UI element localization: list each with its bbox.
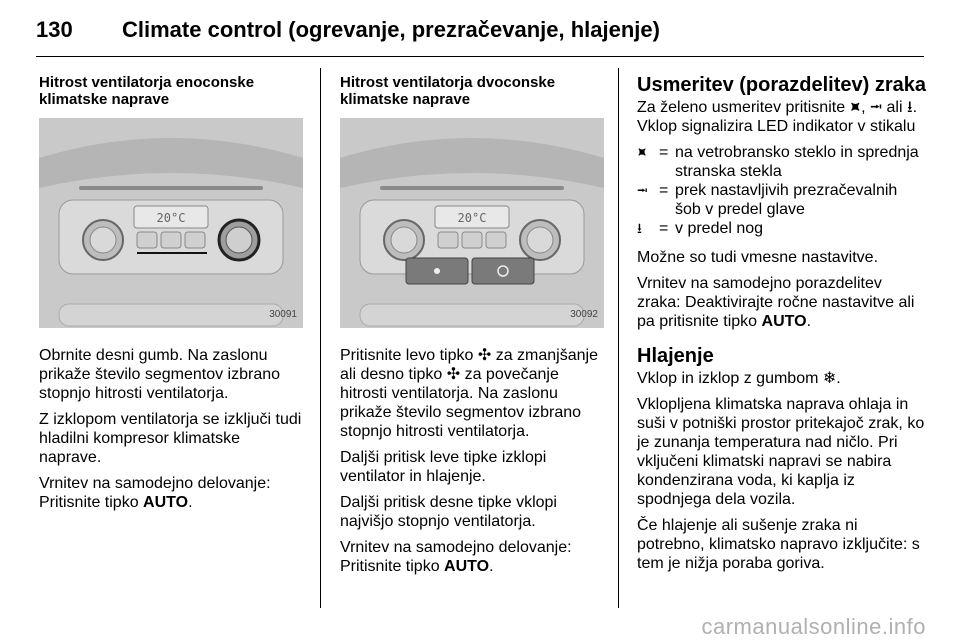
figure-display: 20°C [156, 211, 186, 225]
paragraph: Daljši pritisk leve tipke izklopi ventilator in hlajenje. [340, 449, 547, 485]
auto-key-label: AUTO [143, 494, 189, 511]
footwell-icon: ⭳ [637, 220, 642, 236]
figure-number: 30091 [269, 309, 297, 320]
column-air-distribution [637, 74, 927, 580]
text: Vrnitev na samodejno porazdelitev zraka: Deaktivirajte ročne nastavitve ali pa pritisnite tipko [637, 275, 915, 330]
auto-key-label: AUTO [761, 313, 807, 330]
auto-key-label: AUTO [444, 558, 490, 575]
paragraph: Vklopljena klimatska naprava ohlaja in suši v potniški prostor pritekajoč zrak, ko je zunanja temperatura nad ničlo. Pri vključeni klimatski napravi se nabira kondenzirana voda, ki kaplja iz spodnjega dela vozila. [637, 396, 925, 508]
text: . [806, 313, 812, 330]
panel-illustration [39, 118, 303, 328]
head-vent-icon: ⭲ [870, 99, 883, 116]
panel-illustration [340, 118, 604, 328]
paragraph [340, 538, 606, 576]
page-number: 130 [36, 17, 73, 42]
column-divider [618, 68, 619, 608]
section-heading: Hitrost ventilatorja enoconske klimatske naprave [39, 74, 255, 108]
definition-text: na vetrobransko steklo in sprednja stranska stekla [675, 144, 919, 180]
text: Vrnitev na samodejno delovanje: Pritisnite tipko [340, 539, 572, 575]
paragraph [637, 369, 927, 388]
paragraph: Če hlajenje ali sušenje zraka ni potrebno, klimatsko napravo izključite: s tem je nižja poraba goriva. [637, 517, 920, 572]
figure-number: 30092 [570, 309, 598, 320]
header-rule [36, 56, 924, 57]
figure-dual-zone-panel [340, 118, 604, 328]
footwell-icon: ⭳ [906, 99, 913, 116]
windscreen-icon: ⯍ [849, 99, 862, 116]
text: Vrnitev na samodejno delovanje: Pritisnite tipko [39, 475, 271, 511]
paragraph [637, 98, 927, 136]
paragraph: Možne so tudi vmesne nastavitve. [637, 249, 879, 266]
text: Vklop in izklop z gumbom [637, 370, 823, 387]
figure-single-zone-panel [39, 118, 303, 328]
text: ali [882, 99, 907, 116]
column-dual-zone [340, 74, 606, 583]
column-divider [320, 68, 321, 608]
text: za povečanje hitrosti ventilatorja. Na zaslonu prikaže število segmentov izbrano stopnjo hitrosti ventilatorja. [340, 366, 582, 440]
text: . [188, 494, 193, 511]
list-item [637, 143, 927, 181]
list-item [637, 219, 927, 238]
definition-text: prek nastavljivih prezračevalnih šob v predel glave [675, 182, 898, 218]
text: Za želeno usmeritev pritisnite [637, 99, 850, 116]
text: Pritisnite levo tipko [340, 347, 478, 364]
paragraph: Z izklopom ventilatorja se izključi tudi hladilni kompresor klimatske naprave. [39, 411, 302, 466]
fan-icon: ✣ [446, 366, 461, 383]
paragraph [39, 474, 305, 512]
list-item [637, 181, 927, 219]
section-heading: Hitrost ventilatorja dvoconske klimatske naprave [340, 74, 556, 108]
windscreen-icon: ⯍ [637, 144, 648, 160]
paragraph [637, 274, 927, 331]
figure-display: 20°C [457, 211, 487, 225]
fan-icon: ✣ [477, 347, 492, 364]
page-title: Climate control (ogrevanje, prezračevanje, hlajenje) [122, 17, 660, 42]
text: . [489, 558, 494, 575]
paragraph: Obrnite desni gumb. Na zaslonu prikaže število segmentov izbrano stopnjo hitrosti ventilatorja. [39, 347, 281, 402]
paragraph: Daljši pritisk desne tipke vklopi najvišjo stopnjo ventilatorja. [340, 494, 557, 530]
head-vent-icon: ⭲ [637, 182, 648, 198]
column-single-zone [39, 74, 305, 519]
text: , [861, 99, 870, 116]
equals-sign: = [659, 220, 669, 237]
definition-list [637, 143, 927, 238]
section-heading: Hlajenje [637, 345, 714, 367]
text: . Vklop signalizira LED indikator v stikalu [637, 99, 918, 135]
paragraph [340, 346, 606, 441]
section-heading: Usmeritev (porazdelitev) zraka [637, 74, 927, 96]
page-header [36, 10, 924, 50]
snowflake-icon: ❄ [822, 370, 837, 387]
watermark: carmanualsonline.info [701, 614, 926, 639]
definition-text: v predel nog [675, 220, 764, 237]
equals-sign: = [659, 182, 669, 199]
text: za zmanjšanje ali desno tipko [340, 347, 598, 383]
equals-sign: = [659, 144, 669, 161]
text: . [836, 370, 841, 387]
